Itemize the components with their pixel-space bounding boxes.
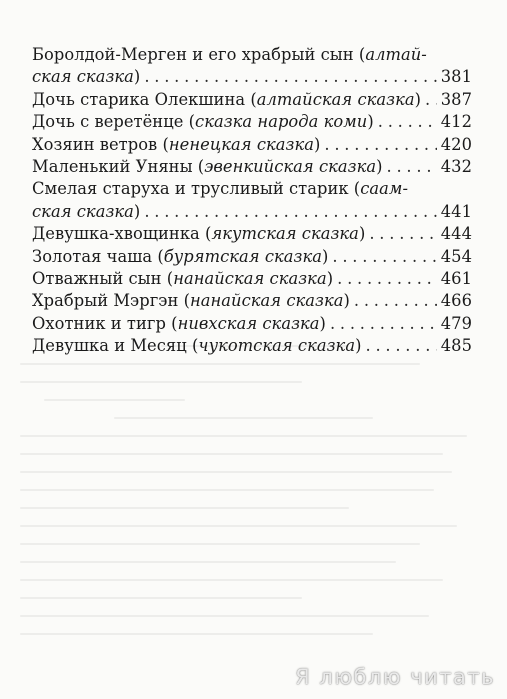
entry-title: Смелая старуха и трусливый старик ( [32, 179, 361, 199]
toc-entry[interactable] [32, 335, 472, 357]
entry-page-number: 420 [440, 134, 472, 154]
entry-page-number: 387 [440, 89, 472, 109]
leader-dots [332, 246, 436, 268]
leader-dots [144, 201, 436, 223]
entry-genre: нанайская сказка [189, 291, 344, 311]
entry-genre-close: ) [133, 201, 141, 221]
entry-genre: якутская сказка [211, 224, 359, 244]
entry-genre: бурятская сказка [163, 246, 322, 266]
entry-genre-continued: ская сказка [32, 67, 134, 87]
entry-title: Храбрый Мэргэн ( [32, 291, 190, 311]
entry-title: Хозяин ветров ( [32, 134, 169, 154]
entry-page-number: 454 [440, 246, 472, 266]
leader-dots [387, 156, 437, 178]
entry-genre-close: ) [414, 89, 422, 109]
toc-entry[interactable] [32, 156, 472, 178]
leader-dots [378, 111, 437, 133]
leader-dots [369, 223, 436, 245]
toc-entry[interactable] [32, 44, 472, 89]
entry-title: Девушка и Месяц ( [32, 336, 199, 356]
entry-title: Дочь старика Олекшина ( [32, 89, 257, 109]
entry-genre-close: ) [343, 291, 350, 311]
leader-dots [330, 313, 437, 335]
entry-genre: ненецкая сказка [168, 134, 314, 154]
entry-title: Девушка-хвощинка ( [32, 224, 212, 244]
entry-page-number: 479 [440, 313, 472, 333]
entry-genre: чукотская сказка [198, 336, 356, 356]
entry-genre: саам- [360, 179, 409, 199]
entry-genre-continued: ская сказка [32, 201, 134, 221]
entry-page-number: 432 [440, 157, 472, 177]
entry-genre-close: ) [313, 134, 321, 154]
entry-title: Охотник и тигр ( [32, 313, 178, 333]
entry-genre-close: ) [133, 67, 141, 87]
entry-genre: алтайская сказка [256, 89, 415, 109]
leader-dots [366, 335, 437, 357]
entry-title: Маленький Уняны ( [32, 157, 205, 177]
entry-genre-close: ) [355, 336, 362, 356]
toc-entry[interactable] [32, 246, 472, 268]
entry-title: Дочь с веретёнце ( [32, 112, 196, 132]
entry-page-number: 444 [440, 224, 472, 244]
entry-page-number: 466 [440, 291, 472, 311]
entry-genre: алтай- [365, 45, 427, 64]
entry-page-number: 381 [440, 67, 472, 87]
toc-entry[interactable] [32, 134, 472, 156]
entry-genre: нивхская сказка [177, 313, 320, 333]
leader-dots [337, 268, 437, 290]
entry-genre: эвенкийская сказка [204, 157, 377, 177]
entry-genre-close: ) [321, 246, 329, 266]
toc-entry[interactable] [32, 178, 472, 223]
entry-genre-close: ) [376, 157, 383, 177]
leader-dots [144, 66, 436, 88]
reverse-page-bleed-through [20, 345, 490, 675]
toc-entry[interactable] [32, 111, 472, 133]
entry-genre: сказка народа коми [195, 112, 368, 132]
leader-dots [324, 134, 436, 156]
toc-entry[interactable] [32, 290, 472, 312]
watermark-text: Я люблю читать [295, 665, 495, 689]
entry-title: Отважный сын ( [32, 269, 174, 289]
toc-entry[interactable] [32, 89, 472, 111]
entry-genre-close: ) [326, 269, 334, 289]
toc-entry[interactable] [32, 313, 472, 335]
entry-title: Золотая чаша ( [32, 246, 164, 266]
entry-genre-close: ) [358, 224, 366, 244]
toc-entry[interactable] [32, 268, 472, 290]
entry-genre-close: ) [367, 112, 374, 132]
entry-page-number: 412 [440, 112, 472, 132]
entry-genre-close: ) [319, 313, 326, 333]
entry-title: Боролдой-Мерген и его храбрый сын ( [32, 45, 366, 64]
toc-entry[interactable] [32, 223, 472, 245]
table-of-contents [32, 44, 472, 358]
entry-page-number: 441 [440, 201, 472, 221]
entry-page-number: 461 [440, 269, 472, 289]
entry-genre: нанайская сказка [173, 269, 327, 289]
leader-dots [354, 290, 437, 312]
leader-dots [425, 89, 437, 111]
entry-page-number: 485 [440, 336, 472, 356]
